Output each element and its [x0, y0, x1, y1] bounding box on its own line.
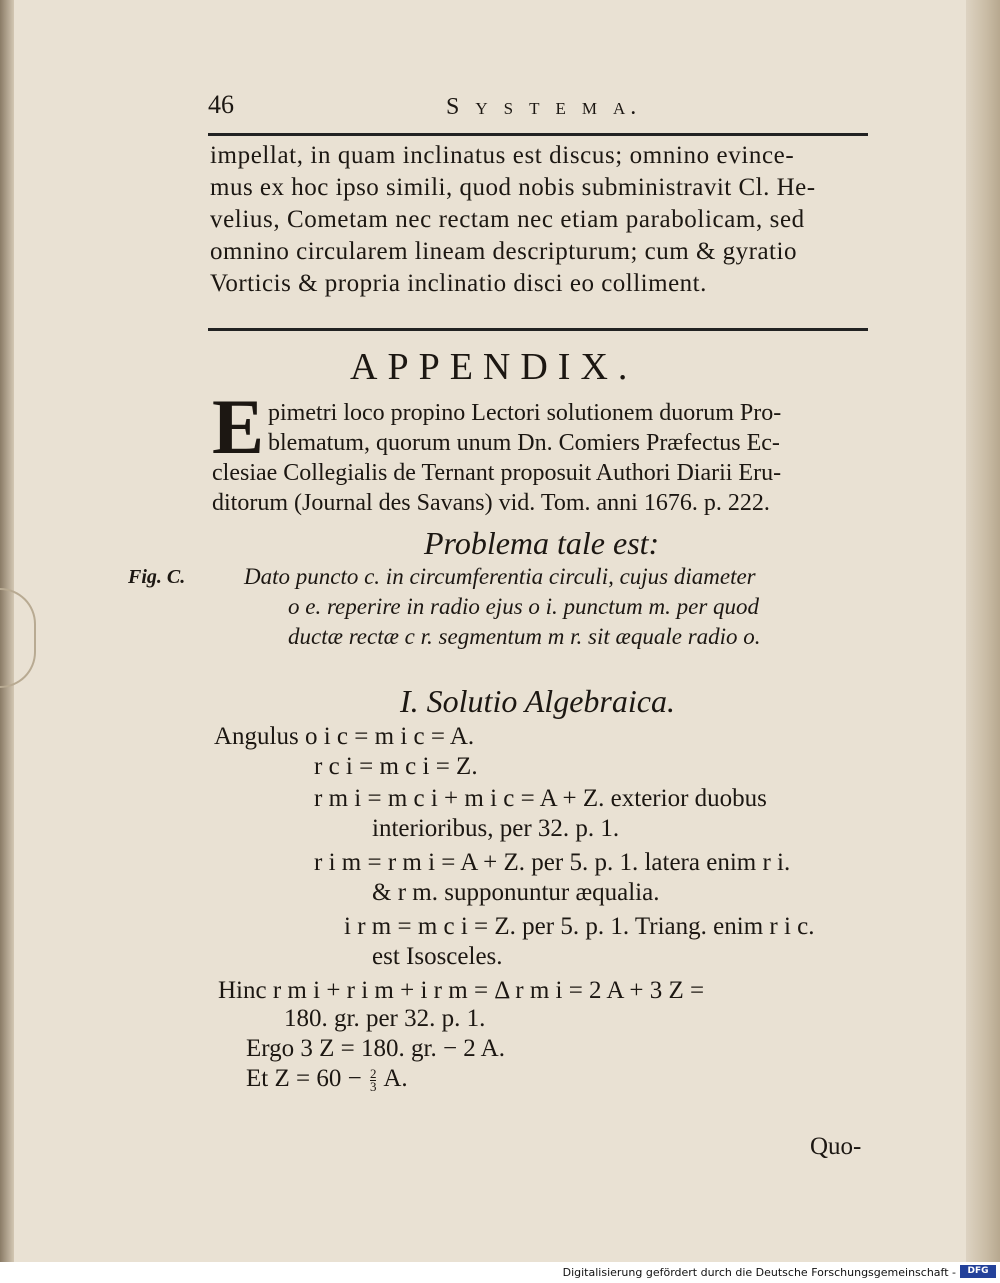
equation-line: r i m = r m i = A + Z. per 5. p. 1. latera enim r i. — [314, 849, 791, 876]
header-rule — [208, 133, 868, 136]
equation-line: interioribus, per 32. p. 1. — [372, 815, 620, 842]
equation-line: Angulus o i c = m i c = A. — [214, 723, 475, 750]
equation-text: A. — [383, 1065, 408, 1092]
equation-line: 180. gr. per 32. p. 1. — [284, 1005, 486, 1032]
equation-text: Et Z = 60 − — [246, 1065, 362, 1092]
equation-line: Ergo 3 Z = 180. gr. − 2 A. — [246, 1035, 505, 1062]
appendix-title: APPENDIX. — [350, 346, 638, 388]
fraction-numerator: 2 — [369, 1065, 377, 1081]
body-line: impellat, in quam inclinatus est discus; omnino evince- — [210, 142, 795, 169]
appendix-line: ditorum (Journal des Savans) vid. Tom. anni 1676. p. 222. — [212, 490, 770, 516]
equation-line: r m i = m c i + m i c = A + Z. exterior duobus — [314, 785, 767, 812]
problema-title: Problema tale est: — [424, 525, 660, 561]
footer-credit: Digitalisierung gefördert durch die Deutsche Forschungsgemeinschaft - — [562, 1266, 956, 1279]
dfg-logo: DFG — [960, 1265, 996, 1278]
body-line: velius, Cometam nec rectam nec etiam parabolicam, sed — [210, 206, 805, 233]
fraction-denominator: 3 — [369, 1078, 377, 1094]
catchword: Quo- — [810, 1133, 862, 1160]
appendix-line: pimetri loco propino Lectori solutionem duorum Pro- — [268, 400, 782, 426]
equation-line: est Isosceles. — [372, 943, 503, 970]
problema-line: o e. reperire in radio ejus o i. punctum m. per quod — [288, 594, 760, 619]
equation-line — [246, 1064, 408, 1094]
body-line: omnino circularem lineam descripturum; cum & gyratio — [210, 238, 797, 265]
fraction — [369, 1065, 377, 1094]
equation-line: & r m. supponuntur æqualia. — [372, 879, 660, 906]
body-line: mus ex hoc ipso simili, quod nobis subministravit Cl. He- — [210, 174, 816, 201]
equation-line: r c i = m c i = Z. — [314, 753, 478, 780]
problema-line: ductæ rectæ c r. segmentum m r. sit æquale radio o. — [288, 624, 761, 649]
appendix-line: clesiae Collegialis de Ternant proposuit Authori Diarii Eru- — [212, 460, 782, 486]
page-number: 46 — [208, 90, 234, 119]
solutio-title: I. Solutio Algebraica. — [400, 683, 675, 719]
equation-line: i r m = m c i = Z. per 5. p. 1. Triang. enim r i c. — [344, 913, 815, 940]
drop-cap: E — [212, 383, 265, 470]
problema-line: Dato puncto c. in circumferentia circuli, cujus diameter — [244, 564, 756, 589]
appendix-line: blematum, quorum unum Dn. Comiers Præfectus Ec- — [268, 430, 780, 456]
running-title: S y s t e m a. — [446, 94, 642, 120]
body-line: Vorticis & propria inclinatio disci eo colliment. — [210, 270, 707, 297]
equation-line: Hinc r m i + r i m + i r m = Δ r m i = 2 A + 3 Z = — [218, 977, 705, 1004]
section-rule — [208, 328, 868, 331]
figure-label: Fig. C. — [128, 566, 186, 588]
